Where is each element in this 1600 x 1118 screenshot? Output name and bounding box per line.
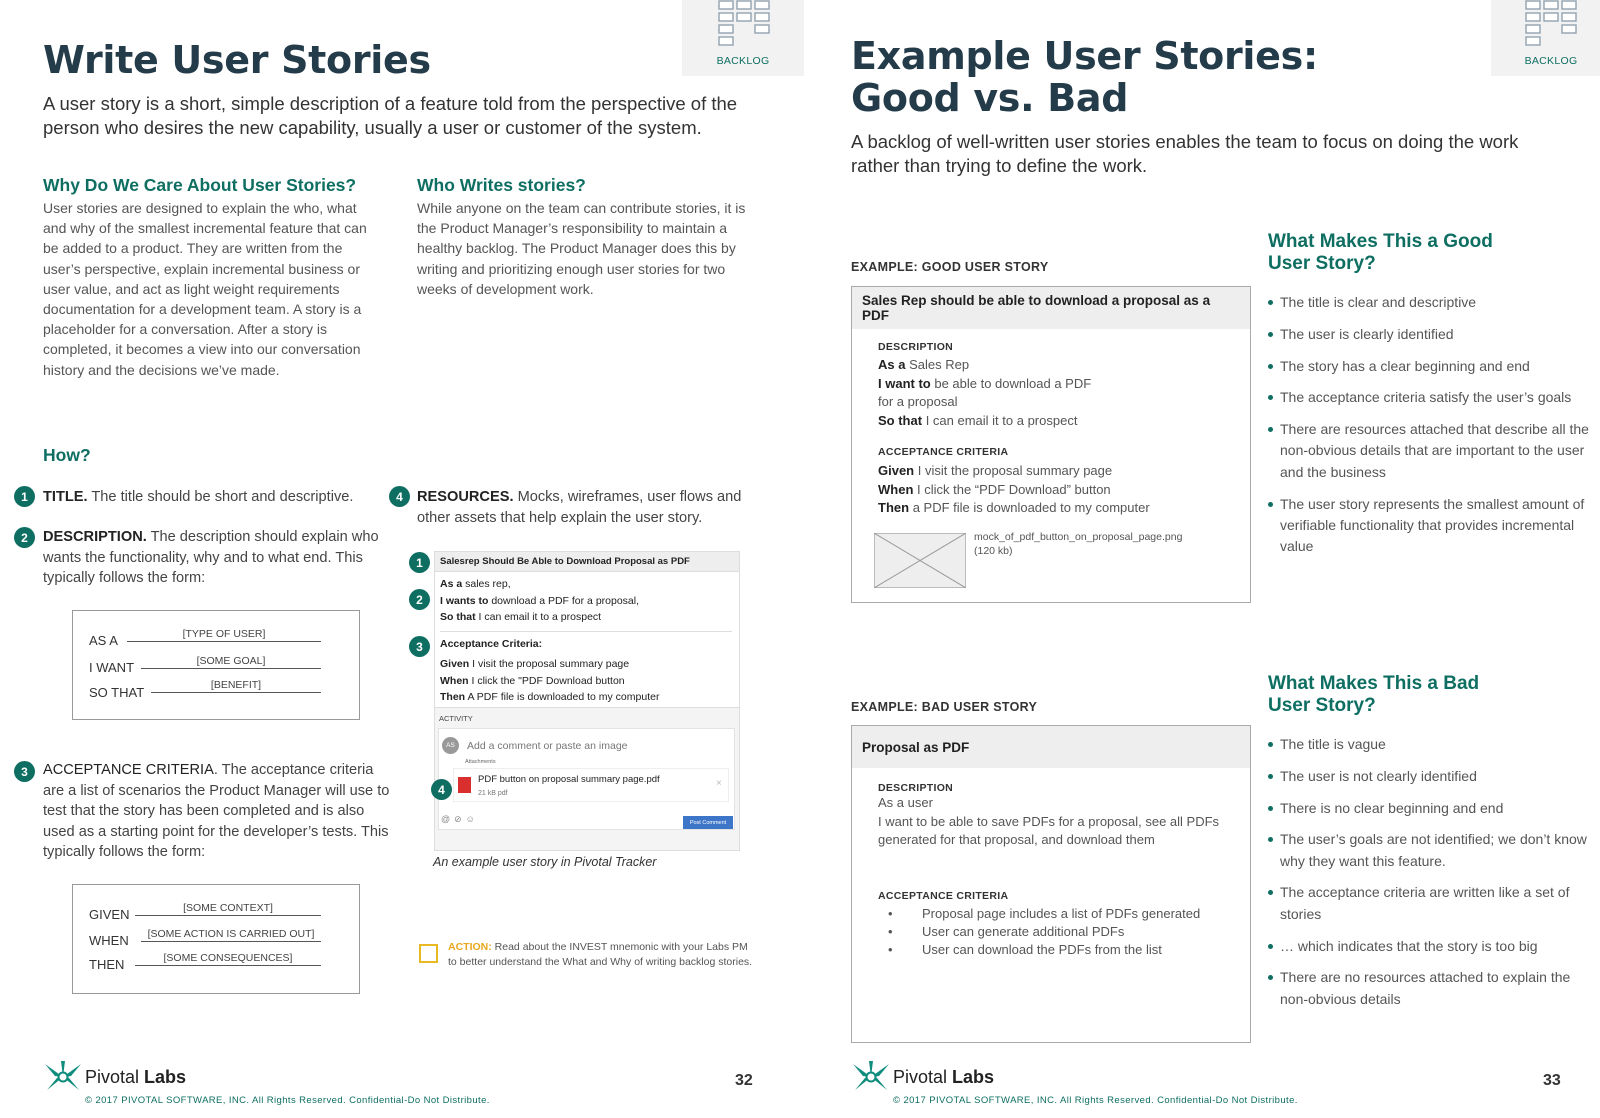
image-placeholder-icon[interactable]	[874, 533, 966, 588]
action-text: Read about the INVEST mnemonic with your Labs PM to better understand the What and Why of writing backlog stories.	[448, 941, 753, 968]
step-number-badge: 2	[14, 527, 35, 548]
bad-story-title: Proposal as PDF	[852, 726, 1250, 768]
bad-points-list	[1268, 734, 1588, 1020]
page-number: 33	[1543, 1072, 1561, 1089]
form-value: [TYPE OF USER]	[127, 627, 321, 642]
tracker-title-bar	[435, 552, 739, 572]
value: I can email it to a prospect	[478, 611, 602, 623]
acceptance-heading: ACCEPTANCE CRITERIA	[878, 446, 1009, 458]
why-body: User stories are designed to explain the who, what and why of the smallest incremental feature that can be added to a product. They are written from the user’s perspective, explain incremental business or user value, and act as light weight requirements documentation for a development team. A story is a placeholder for a conversation. After a story is completed, it becomes a view into our conversation history and the decisions we’ve made.	[43, 200, 367, 378]
list-item: The user’s goals are not identified; we don’t know why they want this feature.	[1268, 829, 1588, 872]
bad-acceptance-list	[878, 905, 1200, 959]
list-item: The acceptance criteria satisfy the user’s goals	[1268, 387, 1593, 408]
value: User can generate additional PDFs	[922, 924, 1125, 939]
value: I want to be able to save PDFs for a proposal, see all PDFs generated for that proposal, and download them	[878, 813, 1220, 847]
remove-attachment-icon[interactable]: ×	[716, 778, 722, 789]
value: sales rep,	[465, 578, 511, 590]
keyword: I wants to	[440, 594, 489, 607]
page-title-line-1: Example User Stories:	[851, 34, 1318, 78]
list-item: The user is clearly identified	[1268, 324, 1593, 345]
keyword: Then	[878, 500, 910, 515]
form-value: [SOME GOAL]	[141, 654, 321, 669]
backlog-icon	[716, 0, 772, 46]
step-label: TITLE.	[43, 489, 88, 505]
backlog-tab	[682, 0, 804, 76]
backlog-label: BACKLOG	[1524, 55, 1578, 67]
list-item: There are no resources attached to explain the non-obvious details	[1268, 967, 1588, 1010]
why-heading: Why Do We Care About User Stories?	[43, 175, 357, 195]
tracker-caption: An example user story in Pivotal Tracker	[433, 855, 657, 869]
form-label: I WANT	[89, 660, 135, 675]
step-text: The description should explain who wants the functionality, why and to what end. This typically follows the form:	[43, 529, 379, 586]
good-story-title: Sales Rep should be able to download a proposal as a PDF	[852, 287, 1250, 329]
step-label: DESCRIPTION.	[43, 529, 147, 545]
form-label: SO THAT	[89, 685, 145, 700]
value: download a PDF for a proposal,	[491, 594, 640, 607]
good-points-list	[1268, 292, 1593, 568]
pdf-icon	[458, 777, 471, 793]
keyword: I want to	[878, 375, 931, 391]
tracker-description	[440, 576, 639, 626]
comment-input[interactable]: Add a comment or paste an image	[467, 740, 628, 752]
page-title: Write User Stories	[43, 38, 431, 82]
list-item: The user is not clearly identified	[1268, 766, 1588, 787]
copyright: © 2017 PIVOTAL SOFTWARE, INC. All Rights Reserved. Confidential-Do Not Distribute.	[85, 1095, 490, 1106]
value: be able to download a PDF	[934, 375, 1092, 391]
pivotal-labs-logo	[85, 1067, 186, 1088]
list-item: • User can download the PDFs from the list	[888, 942, 1162, 957]
value: I click the “PDF Download” button	[917, 481, 1111, 497]
step-text: . The acceptance criteria are a list of scenarios the Product Manager will use to test that the story has been completed and is also used as a starting point for the developer’s tests. This typically follows the form:	[43, 762, 390, 860]
heading-line: What Makes This a Bad	[1268, 673, 1480, 694]
list-item: There is no clear beginning and end	[1268, 798, 1588, 819]
form-value: [BENEFIT]	[151, 678, 321, 693]
bad-description	[878, 794, 1238, 850]
form-label: WHEN	[89, 933, 129, 948]
form-value: [SOME CONSEQUENCES]	[135, 951, 321, 966]
step-text: Mocks, wireframes, user flows and other assets that help explain the user story.	[417, 489, 742, 526]
form-label: AS A	[89, 633, 118, 648]
list-item: … which indicates that the story is too big	[1268, 936, 1588, 957]
intro-text: A backlog of well-written user stories enables the team to focus on doing the work rather than trying to define the work.	[851, 131, 1519, 176]
copyright: © 2017 PIVOTAL SOFTWARE, INC. All Rights Reserved. Confidential-Do Not Distribute.	[893, 1095, 1298, 1106]
attachment-name[interactable]: mock_of_pdf_button_on_proposal_page.png	[974, 531, 1183, 543]
list-item: There are resources attached that describe all the non-obvious details that are important to the user and the business	[1268, 419, 1593, 483]
backlog-tab	[1491, 0, 1600, 76]
bad-heading	[1268, 673, 1479, 717]
tracker-screenshot	[434, 551, 740, 851]
good-story-label: EXAMPLE: GOOD USER STORY	[851, 260, 1049, 274]
attachment-size: (120 kb)	[974, 545, 1013, 557]
logo-text-b: Labs	[144, 1067, 187, 1087]
value: I visit the proposal summary page	[472, 658, 630, 670]
pivotal-labs-logo	[893, 1067, 994, 1088]
list-item: The acceptance criteria are written like a set of stories	[1268, 882, 1588, 925]
attachment-item[interactable]	[453, 768, 729, 802]
backlog-label: BACKLOG	[716, 55, 770, 67]
list-item: • User can generate additional PDFs	[888, 924, 1125, 939]
action-note	[448, 940, 753, 970]
comment-toolbar-icons[interactable]: @⊘☺	[441, 814, 479, 824]
value: Sales Rep	[909, 357, 970, 372]
step-text: The title should be short and descriptive.	[91, 489, 354, 505]
value: I click the "PDF Download button	[471, 674, 625, 687]
step-label: RESOURCES.	[417, 489, 514, 505]
keyword: So that	[878, 412, 923, 428]
step-title	[43, 487, 383, 508]
action-checkbox[interactable]	[419, 944, 438, 963]
backlog-icon	[1523, 0, 1579, 46]
keyword: As a	[440, 578, 463, 590]
callout-badge: 2	[409, 589, 430, 610]
value: A PDF file is downloaded to my computer	[467, 691, 660, 703]
who-heading: Who Writes stories?	[417, 175, 586, 195]
callout-badge: 1	[409, 552, 430, 573]
heading-line: User Story?	[1268, 695, 1376, 716]
callout-badge: 4	[431, 779, 452, 800]
step-description	[43, 527, 383, 589]
logo-text-a: Pivotal	[893, 1067, 953, 1087]
list-item: The title is clear and descriptive	[1268, 292, 1593, 313]
tracker-ac-heading: Acceptance Criteria:	[440, 638, 543, 650]
form-value: [SOME CONTEXT]	[135, 901, 321, 916]
bad-story-label: EXAMPLE: BAD USER STORY	[851, 700, 1038, 714]
value: for a proposal	[878, 394, 958, 409]
avatar: AS	[442, 737, 459, 754]
keyword: Then	[440, 691, 466, 703]
keyword: Given	[878, 463, 915, 478]
pivotal-logo-icon	[43, 1060, 83, 1094]
list-item: • Proposal page includes a list of PDFs generated	[888, 906, 1201, 921]
page-number: 32	[735, 1072, 753, 1089]
callout-badge: 3	[409, 636, 430, 657]
value: Proposal page includes a list of PDFs generated	[922, 906, 1201, 921]
tracker-acceptance	[440, 656, 659, 706]
keyword: Given	[440, 658, 470, 670]
keyword: When	[878, 481, 914, 497]
value: a PDF file is downloaded to my computer	[912, 500, 1150, 515]
step-number-badge: 3	[14, 761, 35, 782]
description-form-box	[72, 610, 360, 720]
who-body: While anyone on the team can contribute stories, it is the Product Manager’s responsibility to maintain a healthy backlog. The Product Manager does this by writing and prioritizing enough user stories for two weeks of development work.	[417, 200, 746, 297]
heading-line: User Story?	[1268, 253, 1376, 274]
value: User can download the PDFs from the list	[922, 942, 1162, 957]
description-heading: DESCRIPTION	[878, 341, 954, 353]
heading-line: What Makes This a Good	[1268, 231, 1493, 252]
form-label: THEN	[89, 957, 125, 972]
acceptance-heading: ACCEPTANCE CRITERIA	[878, 890, 1009, 902]
intro-text: A user story is a short, simple description of a feature told from the perspective of the person who desires the new capability, usually a user or customer of the system.	[43, 93, 738, 138]
good-description	[878, 356, 1091, 430]
good-acceptance	[878, 462, 1150, 518]
action-label: ACTION:	[448, 941, 492, 953]
good-heading	[1268, 231, 1493, 275]
how-heading: How?	[43, 445, 91, 465]
attachment-name: PDF button on proposal summary page.pdf	[478, 774, 660, 785]
pivotal-logo-icon	[851, 1060, 891, 1094]
divider	[440, 631, 732, 632]
logo-text-b: Labs	[952, 1067, 995, 1087]
list-item: The user story represents the smallest amount of verifiable functionality that provides incremental value	[1268, 494, 1593, 558]
activity-label: ACTIVITY	[439, 714, 473, 723]
keyword: As a	[878, 357, 906, 372]
step-acceptance	[43, 760, 391, 863]
list-item: The story has a clear beginning and end	[1268, 356, 1593, 377]
logo-text-a: Pivotal	[85, 1067, 145, 1087]
form-value: [SOME ACTION IS CARRIED OUT]	[141, 927, 321, 942]
attachment-size: 21 kB pdf	[478, 790, 508, 797]
description-heading: DESCRIPTION	[878, 782, 954, 794]
post-comment-button[interactable]: Post Comment	[683, 816, 733, 829]
step-number-badge: 1	[14, 486, 35, 507]
list-item: The title is vague	[1268, 734, 1588, 755]
value: As a user	[878, 795, 933, 810]
step-number-badge: 4	[389, 486, 410, 507]
step-resources	[417, 487, 762, 528]
keyword: So that	[440, 611, 476, 623]
page-title-line-2: Good vs. Bad	[851, 76, 1129, 120]
value: I visit the proposal summary page	[917, 463, 1113, 478]
keyword: When	[440, 674, 469, 687]
tracker-activity-section	[435, 707, 739, 850]
attachments-label: Attachments	[465, 759, 496, 765]
value: I can email it to a prospect	[925, 412, 1078, 428]
good-story-card	[851, 286, 1251, 603]
bad-story-card	[851, 725, 1251, 1043]
step-label: ACCEPTANCE CRITERIA	[43, 762, 214, 778]
form-label: GIVEN	[89, 907, 130, 922]
tracker-story-title: Salesrep Should Be Able to Download Proposal as PDF	[440, 556, 690, 567]
acceptance-form-box	[72, 884, 360, 994]
